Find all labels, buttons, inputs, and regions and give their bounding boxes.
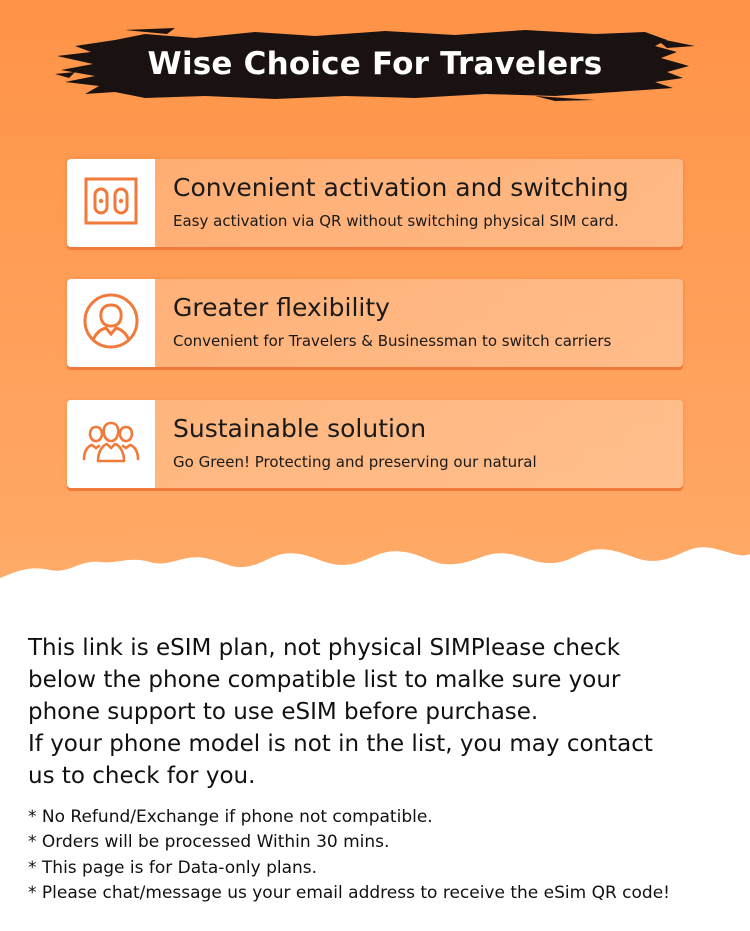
group-icon bbox=[81, 417, 141, 471]
feature-icon-box bbox=[67, 159, 155, 247]
notice-line: phone support to use eSIM before purchase. bbox=[28, 699, 539, 725]
banner-title: Wise Choice For Travelers bbox=[147, 46, 603, 82]
feature-card-activation bbox=[67, 159, 683, 247]
notes-list bbox=[28, 805, 738, 906]
feature-icon-box bbox=[67, 400, 155, 488]
feature-subtitle: Convenient for Travelers & Businessman to switch carriers bbox=[173, 332, 612, 350]
title-banner bbox=[55, 26, 695, 102]
note-item: * Orders will be processed Within 30 mins. bbox=[28, 832, 390, 853]
feature-card-flexibility bbox=[67, 279, 683, 367]
torn-paper-edge bbox=[0, 540, 750, 610]
person-icon bbox=[82, 292, 140, 354]
feature-title: Sustainable solution bbox=[173, 414, 427, 443]
notice-line: below the phone compatible list to malke sure your bbox=[28, 667, 621, 693]
feature-title: Convenient activation and switching bbox=[173, 173, 629, 202]
feature-card-sustainable bbox=[67, 400, 683, 488]
note-item: * This page is for Data-only plans. bbox=[28, 857, 318, 878]
feature-subtitle: Go Green! Protecting and preserving our natural bbox=[173, 453, 537, 471]
notice-line: us to check for you. bbox=[28, 763, 256, 789]
notice-text bbox=[28, 632, 728, 792]
note-item: * Please chat/message us your email address to receive the eSim QR code! bbox=[28, 882, 670, 903]
feature-subtitle: Easy activation via QR without switching physical SIM card. bbox=[173, 212, 619, 230]
note-item: * No Refund/Exchange if phone not compatible. bbox=[28, 807, 433, 827]
sim-card-icon bbox=[83, 176, 139, 230]
notice-line: This link is eSIM plan, not physical SIMPlease check bbox=[28, 635, 621, 661]
notice-line: If your phone model is not in the list, you may contact bbox=[28, 731, 653, 757]
feature-icon-box bbox=[67, 279, 155, 367]
feature-title: Greater flexibility bbox=[173, 293, 390, 322]
